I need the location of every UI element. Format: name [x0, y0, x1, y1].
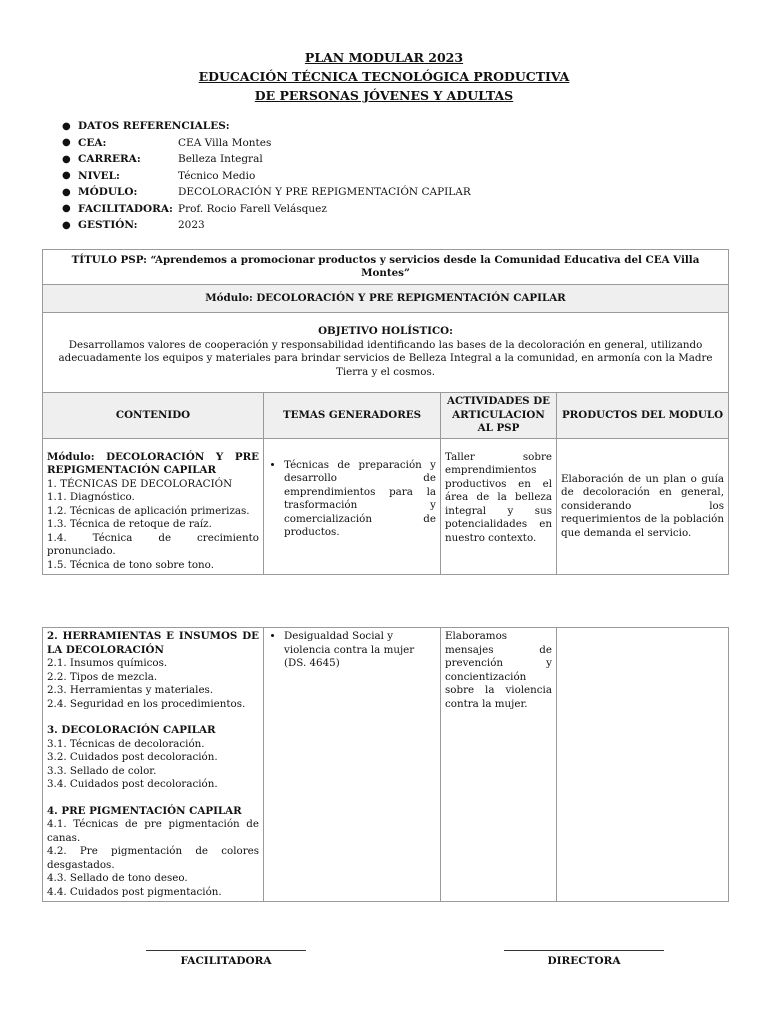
contenido-item: 4.2. Pre pigmentación de colores desgastados. — [47, 845, 259, 871]
datos-value: Prof. Rocio Farell Velásquez — [178, 202, 327, 215]
firma-facilitadora — [146, 950, 306, 967]
tema-item: • Técnicas de preparación y desarrollo de emprendimientos para la trasformación y comercialización de productos. — [284, 459, 436, 540]
actividad-cell: Taller sobre emprendimientos productivos en el área de la belleza integral y sus potencialidades en nuestro contexto. — [441, 438, 557, 575]
bullet-icon: ● — [62, 203, 71, 215]
contenido-item: 2.3. Herramientas y materiales. — [47, 684, 214, 696]
plan-title: PLAN MODULAR 2023 — [304, 50, 464, 65]
contenido-item: 1. TÉCNICAS DE DECOLORACIÓN — [47, 477, 233, 490]
tema-cell — [264, 438, 441, 575]
datos-value: Belleza Integral — [178, 153, 263, 166]
datos-label: GESTIÓN: — [78, 219, 138, 232]
objetivo-holistico — [43, 313, 729, 393]
producto-cell: Elaboración de un plan o guía de decoloración en general, considerando los requerimientos de la población que demanda el servicio. — [557, 438, 729, 575]
signature-line — [146, 950, 306, 951]
section-title: 3. DECOLORACIÓN CAPILAR — [47, 724, 216, 736]
contenido-item: 1.5. Técnica de tono sobre tono. — [47, 558, 214, 571]
datos-value: 2023 — [178, 219, 205, 232]
contenido-item: 2.1. Insumos químicos. — [47, 657, 168, 669]
plan-subtitle-2: DE PERSONAS JÓVENES Y ADULTAS — [254, 88, 514, 103]
contenido-item: 1.2. Técnicas de aplicación primerizas. — [47, 504, 250, 517]
contenido-item: 1.4. Técnica de crecimiento pronunciado. — [47, 531, 259, 557]
firma-label: DIRECTORA — [547, 955, 621, 967]
contenido-item: 1.1. Diagnóstico. — [47, 491, 135, 503]
contenido-item: 4.1. Técnicas de pre pigmentación de canas. — [47, 818, 259, 844]
contenido-item: 4.4. Cuidados post pigmentación. — [47, 885, 222, 898]
datos-value: CEA Villa Montes — [178, 136, 272, 149]
col-header-contenido: CONTENIDO — [43, 393, 264, 439]
datos-label: CARRERA: — [78, 153, 141, 166]
col-header-temas: TEMAS GENERADORES — [264, 393, 441, 439]
plan-subtitle-1: EDUCACIÓN TÉCNICA TECNOLÓGICA PRODUCTIVA — [198, 69, 570, 84]
tema-item: • Desigualdad Social y violencia contra la mujer (DS. 4645) — [284, 630, 436, 671]
col-header-productos: PRODUCTOS DEL MODULO — [557, 393, 729, 439]
datos-referenciales — [62, 118, 471, 234]
contenido-cell — [43, 628, 264, 902]
contenido-item: 2.4. Seguridad en los procedimientos. — [47, 697, 246, 710]
modulo-title: Módulo: DECOLORACIÓN Y PRE REPIGMENTACIÓN CAPILAR — [43, 285, 729, 313]
contenido-item: 4.3. Sellado de tono deseo. — [47, 872, 188, 884]
contenido-item: 1.3. Técnica de retoque de raíz. — [47, 518, 212, 530]
contenido-item: 3.3. Sellado de color. — [47, 764, 157, 777]
datos-label: CEA: — [78, 136, 107, 149]
contenido-item: 3.2. Cuidados post decoloración. — [47, 751, 218, 763]
datos-label: NIVEL: — [78, 169, 120, 182]
firma-directora — [504, 950, 664, 967]
datos-label: FACILITADORA: — [78, 202, 173, 215]
bullet-icon: ● — [62, 186, 71, 198]
bullet-icon: ● — [62, 137, 71, 149]
signature-line — [504, 950, 664, 951]
objetivo-title: OBJETIVO HOLÍSTICO: — [318, 325, 453, 337]
datos-label: MÓDULO: — [78, 186, 138, 199]
bullet-icon: ● — [62, 170, 71, 182]
producto-cell — [557, 628, 729, 902]
datos-title: DATOS REFERENCIALES: — [78, 120, 230, 133]
datos-value: Técnico Medio — [178, 169, 256, 182]
objetivo-text: Desarrollamos valores de cooperación y responsabilidad identificando las bases de la decoloración en general, utilizando adecuadamente los equipos y materiales para brindar servicios de Belleza Integral a la comunidad, en armonía con la Madre Tierra y el cosmos. — [58, 338, 713, 378]
titulo-psp: TÍTULO PSP: “Aprendemos a promocionar productos y servicios desde la Comunidad Educativa del CEA Villa Montes” — [43, 250, 729, 285]
contenido-cell — [43, 438, 264, 575]
bullet-icon: ● — [62, 120, 71, 132]
plan-table-continued — [42, 627, 729, 902]
plan-table — [42, 249, 729, 575]
contenido-item: 3.4. Cuidados post decoloración. — [47, 778, 218, 790]
datos-value: DECOLORACIÓN Y PRE REPIGMENTACIÓN CAPILAR — [178, 186, 471, 199]
actividad-cell: Elaboramos mensajes de prevención y concientización sobre la violencia contra la mujer. — [441, 628, 557, 902]
col-header-actividades: ACTIVIDADES DE ARTICULACION AL PSP — [441, 393, 557, 439]
firma-label: FACILITADORA — [180, 955, 272, 967]
bullet-icon: ● — [62, 219, 71, 231]
contenido-title: Módulo: DECOLORACIÓN Y PRE REPIGMENTACIÓN CAPILAR — [47, 450, 259, 476]
tema-cell — [264, 628, 441, 902]
section-title: 4. PRE PIGMENTACIÓN CAPILAR — [47, 804, 242, 817]
contenido-item: 2.2. Tipos de mezcla. — [47, 670, 158, 683]
bullet-icon: ● — [62, 153, 71, 165]
section-title: 2. HERRAMIENTAS E INSUMOS DE LA DECOLORACIÓN — [47, 630, 259, 656]
contenido-item: 3.1. Técnicas de decoloración. — [47, 737, 205, 750]
